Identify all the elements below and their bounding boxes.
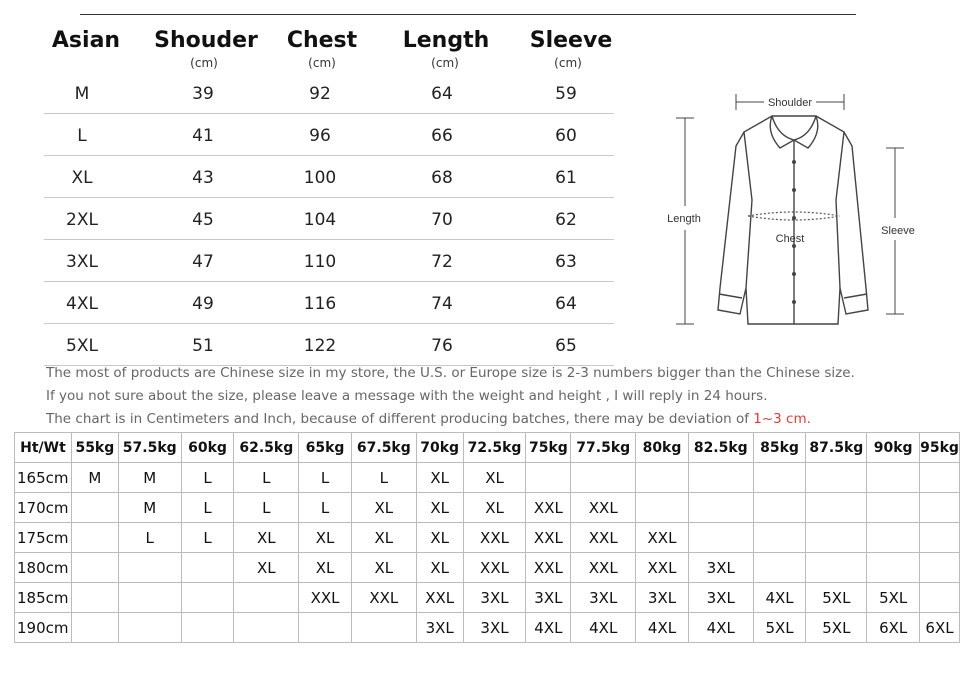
note-line-3-text: The chart is in Centimeters and Inch, because of different producing batches, there may be deviation of [46, 411, 754, 427]
size-cell [351, 613, 416, 643]
size-cell: XL [416, 493, 463, 523]
size-cell [571, 463, 636, 493]
size-cell: XXL [571, 523, 636, 553]
label-length: Length [667, 213, 701, 225]
size-cell [920, 523, 960, 553]
weight-header: 65kg [299, 433, 352, 463]
weight-header: 77.5kg [571, 433, 636, 463]
size-cell: M [71, 463, 118, 493]
label-sleeve: Sleeve [881, 225, 915, 237]
size-cell: XXL [636, 523, 689, 553]
size-value: 104 [303, 210, 337, 230]
size-cell: 5XL [806, 583, 867, 613]
weight-header: 85kg [753, 433, 806, 463]
size-value: 45 [192, 210, 214, 230]
weight-header: 67.5kg [351, 433, 416, 463]
size-cell: 3XL [463, 583, 526, 613]
size-value: 74 [431, 294, 453, 314]
size-cell: 4XL [688, 613, 753, 643]
weight-header: 75kg [526, 433, 571, 463]
corner-header: Ht/Wt [15, 433, 72, 463]
size-cell: L [234, 493, 299, 523]
table-row [15, 523, 960, 553]
label-chest: Chest [775, 233, 805, 245]
size-cell [688, 463, 753, 493]
size-value: 66 [431, 126, 453, 146]
size-cell: 4XL [636, 613, 689, 643]
size-cell: 6XL [867, 613, 920, 643]
size-cell: L [299, 493, 352, 523]
size-notes [46, 362, 855, 431]
size-cell [867, 493, 920, 523]
size-cell: L [299, 463, 352, 493]
size-cell: XXL [571, 493, 636, 523]
size-chart [44, 28, 614, 366]
weight-header-row [15, 433, 960, 463]
size-cell: 3XL [526, 583, 571, 613]
unit-sleeve: (cm) [554, 56, 582, 70]
weight-header: 72.5kg [463, 433, 526, 463]
size-value: 39 [192, 84, 214, 104]
weight-header: 60kg [181, 433, 234, 463]
size-cell: XL [416, 463, 463, 493]
size-cell: 3XL [571, 583, 636, 613]
height-label: 175cm [15, 523, 72, 553]
weight-header: 70kg [416, 433, 463, 463]
size-row [44, 114, 614, 156]
size-cell: L [118, 523, 181, 553]
note-line-2: If you not sure about the size, please leave a message with the weight and height , I will reply in 24 hours. [46, 388, 768, 404]
size-row [44, 198, 614, 240]
height-label: 165cm [15, 463, 72, 493]
header-sleeve: Sleeve [529, 28, 613, 53]
size-cell [806, 463, 867, 493]
table-row [15, 493, 960, 523]
size-cell [753, 493, 806, 523]
size-label: 2XL [66, 210, 98, 230]
header-shoulder: Shouder [154, 28, 258, 53]
size-row [44, 72, 614, 114]
size-cell: XL [351, 493, 416, 523]
size-cell [753, 553, 806, 583]
size-cell: XL [299, 553, 352, 583]
height-weight-chart [14, 432, 960, 643]
size-cell [806, 523, 867, 553]
size-cell [688, 523, 753, 553]
size-value: 65 [555, 336, 577, 356]
size-cell [753, 523, 806, 553]
size-cell [71, 523, 118, 553]
weight-header: 95kg [920, 433, 960, 463]
size-cell [299, 613, 352, 643]
weight-header: 82.5kg [688, 433, 753, 463]
size-label: XL [71, 168, 93, 188]
size-cell [806, 553, 867, 583]
size-cell [234, 613, 299, 643]
size-value: 92 [309, 84, 331, 104]
size-cell: L [234, 463, 299, 493]
size-cell [867, 523, 920, 553]
size-value: 96 [309, 126, 331, 146]
size-cell [234, 583, 299, 613]
size-cell: XL [234, 523, 299, 553]
size-cell: XL [416, 553, 463, 583]
size-cell: XXL [526, 493, 571, 523]
table-row [15, 583, 960, 613]
size-value: 49 [192, 294, 214, 314]
size-label: L [77, 126, 87, 146]
size-value: 64 [431, 84, 453, 104]
size-cell: 5XL [753, 613, 806, 643]
size-row [44, 156, 614, 198]
size-value: 41 [192, 126, 214, 146]
size-cell: L [181, 523, 234, 553]
size-cell: L [351, 463, 416, 493]
size-cell: 3XL [463, 613, 526, 643]
height-label: 170cm [15, 493, 72, 523]
size-row [44, 282, 614, 324]
height-label: 190cm [15, 613, 72, 643]
size-cell: 5XL [867, 583, 920, 613]
size-value: 51 [192, 336, 214, 356]
size-cell: 3XL [636, 583, 689, 613]
header-length: Length [402, 28, 490, 53]
size-cell [118, 613, 181, 643]
shirt-measurement-diagram [660, 88, 924, 330]
table-row [15, 553, 960, 583]
weight-header: 62.5kg [234, 433, 299, 463]
size-cell: XL [416, 523, 463, 553]
size-cell: M [118, 463, 181, 493]
size-row [44, 324, 614, 366]
size-cell [636, 463, 689, 493]
size-cell: XL [463, 493, 526, 523]
size-value: 76 [431, 336, 453, 356]
size-label: 5XL [66, 336, 98, 356]
table-row [15, 463, 960, 493]
size-cell: XL [234, 553, 299, 583]
weight-header: 90kg [867, 433, 920, 463]
size-cell: XXL [416, 583, 463, 613]
size-cell [920, 493, 960, 523]
weight-header: 55kg [71, 433, 118, 463]
size-cell [71, 583, 118, 613]
size-value: 61 [555, 168, 577, 188]
weight-header: 57.5kg [118, 433, 181, 463]
size-chart-header [44, 28, 614, 72]
height-label: 185cm [15, 583, 72, 613]
size-cell [181, 553, 234, 583]
size-value: 62 [555, 210, 577, 230]
size-cell: XXL [299, 583, 352, 613]
size-cell: XXL [463, 553, 526, 583]
size-cell [118, 583, 181, 613]
note-deviation-highlight: 1~3 cm. [753, 411, 811, 427]
weight-header: 87.5kg [806, 433, 867, 463]
size-cell: XXL [463, 523, 526, 553]
size-cell: 4XL [753, 583, 806, 613]
size-value: 64 [555, 294, 577, 314]
weight-header: 80kg [636, 433, 689, 463]
size-cell [71, 493, 118, 523]
size-cell: 3XL [688, 553, 753, 583]
size-cell: XL [351, 523, 416, 553]
size-cell: L [181, 493, 234, 523]
size-label: 4XL [66, 294, 98, 314]
size-cell: XXL [526, 553, 571, 583]
size-value: 116 [303, 294, 337, 314]
size-cell: XXL [571, 553, 636, 583]
size-cell: 4XL [526, 613, 571, 643]
header-asian: Asian [51, 28, 121, 53]
size-value: 47 [192, 252, 214, 272]
size-value: 110 [303, 252, 337, 272]
size-cell [526, 463, 571, 493]
size-cell: 6XL [920, 613, 960, 643]
size-cell [920, 463, 960, 493]
size-cell: 3XL [688, 583, 753, 613]
note-line-1: The most of products are Chinese size in my store, the U.S. or Europe size is 2-3 numbers bigger than the Chinese size. [46, 365, 855, 381]
size-value: 63 [555, 252, 577, 272]
size-cell [181, 613, 234, 643]
size-value: 122 [303, 336, 337, 356]
size-cell: 5XL [806, 613, 867, 643]
size-cell [71, 613, 118, 643]
size-chart-rows [44, 72, 614, 366]
size-row [44, 240, 614, 282]
top-divider [80, 14, 856, 15]
size-value: 59 [555, 84, 577, 104]
table-row [15, 613, 960, 643]
size-cell: M [118, 493, 181, 523]
size-cell: XL [351, 553, 416, 583]
size-cell [71, 553, 118, 583]
size-label: M [74, 84, 90, 104]
size-cell [688, 493, 753, 523]
size-cell: XXL [526, 523, 571, 553]
size-value: 72 [431, 252, 453, 272]
size-cell: 3XL [416, 613, 463, 643]
size-label: 3XL [66, 252, 98, 272]
height-label: 180cm [15, 553, 72, 583]
size-cell [118, 553, 181, 583]
size-value: 100 [303, 168, 337, 188]
size-cell [181, 583, 234, 613]
size-value: 60 [555, 126, 577, 146]
unit-length: (cm) [431, 56, 459, 70]
size-cell: XL [463, 463, 526, 493]
size-cell: XXL [636, 553, 689, 583]
size-value: 43 [192, 168, 214, 188]
size-cell: 4XL [571, 613, 636, 643]
size-cell: XL [299, 523, 352, 553]
size-cell: L [181, 463, 234, 493]
size-cell [920, 583, 960, 613]
size-cell [867, 463, 920, 493]
size-cell [636, 493, 689, 523]
unit-chest: (cm) [308, 56, 336, 70]
header-chest: Chest [286, 28, 358, 53]
size-cell [806, 493, 867, 523]
label-shoulder: Shoulder [767, 97, 813, 109]
size-cell [753, 463, 806, 493]
size-value: 68 [431, 168, 453, 188]
size-cell [867, 553, 920, 583]
weight-chart-body [15, 463, 960, 643]
size-cell [920, 553, 960, 583]
unit-shoulder: (cm) [190, 56, 218, 70]
size-cell: XXL [351, 583, 416, 613]
note-line-3 [46, 408, 855, 431]
size-value: 70 [431, 210, 453, 230]
